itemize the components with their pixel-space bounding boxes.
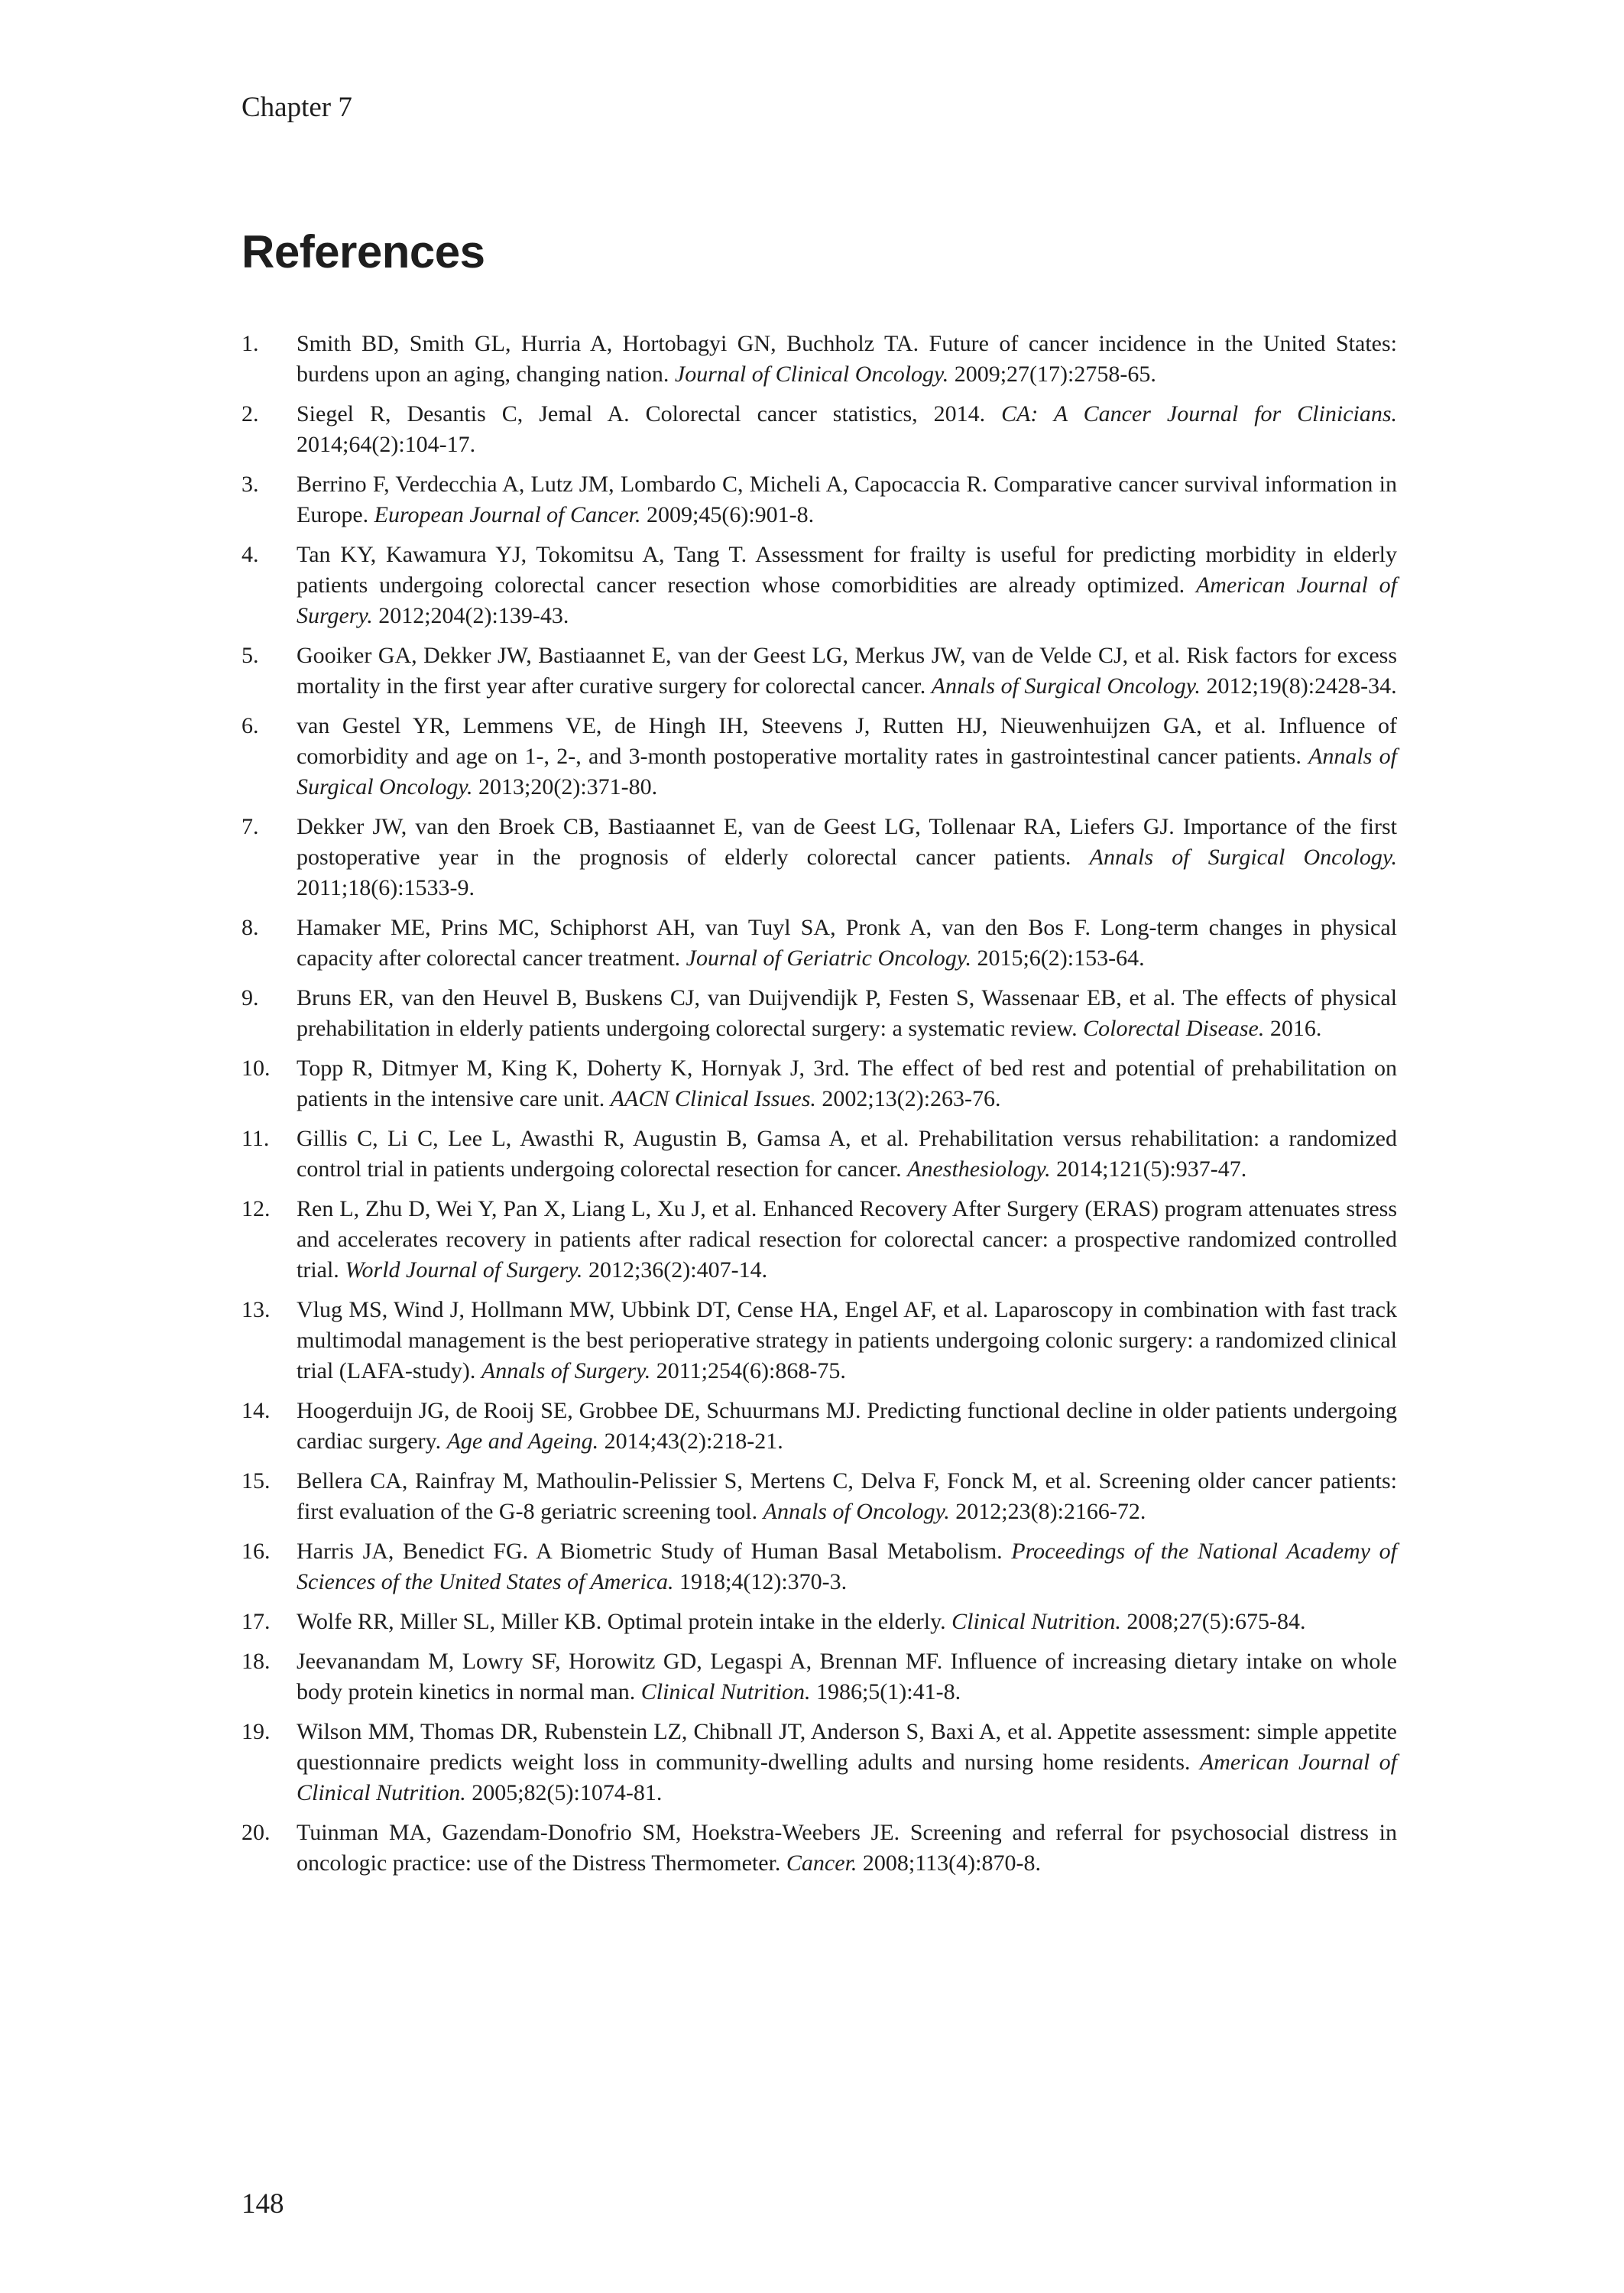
- reference-item: [241, 1194, 1397, 1286]
- reference-number: 14.: [241, 1398, 271, 1423]
- reference-item: [241, 329, 1397, 390]
- reference-number: 2.: [241, 401, 259, 426]
- reference-citation: 2011;18(6):1533-9.: [297, 875, 475, 900]
- reference-number: 15.: [241, 1468, 271, 1494]
- reference-item: [241, 1396, 1397, 1457]
- reference-journal: Proceedings of the National Academy of Sciences of the United States of America.: [297, 1539, 1397, 1594]
- reference-number: 16.: [241, 1539, 271, 1564]
- reference-authors-title: Berrino F, Verdecchia A, Lutz JM, Lombardo C, Micheli A, Capocaccia R. Comparative cancer survival information in Europe.: [297, 472, 1397, 527]
- reference-journal: Colorectal Disease.: [1083, 1016, 1265, 1041]
- reference-journal: Age and Ageing.: [446, 1429, 599, 1454]
- reference-text: [297, 329, 1397, 390]
- reference-journal: CA: A Cancer Journal for Clinicians.: [1001, 401, 1398, 426]
- reference-item: [241, 469, 1397, 530]
- reference-text: [297, 1194, 1397, 1286]
- reference-citation: 1986;5(1):41-8.: [815, 1679, 961, 1704]
- reference-number: 18.: [241, 1649, 271, 1674]
- reference-text: [297, 540, 1397, 631]
- reference-item: [241, 1053, 1397, 1114]
- reference-item: [241, 1536, 1397, 1597]
- reference-item: [241, 641, 1397, 702]
- reference-number: 5.: [241, 643, 259, 668]
- reference-number: 9.: [241, 985, 259, 1010]
- reference-text: [297, 1818, 1397, 1879]
- reference-item: [241, 540, 1397, 631]
- reference-number: 20.: [241, 1820, 271, 1845]
- reference-number: 10.: [241, 1056, 271, 1081]
- reference-journal: Anesthesiology.: [907, 1156, 1051, 1182]
- reference-citation: 2013;20(2):371-80.: [478, 774, 658, 799]
- reference-text: [297, 641, 1397, 702]
- reference-number: 8.: [241, 915, 259, 940]
- reference-citation: 1918;4(12):370-3.: [679, 1569, 848, 1594]
- reference-authors-title: Tuinman MA, Gazendam-Donofrio SM, Hoekstra-Weebers JE. Screening and referral for psychosocial distress in oncologic practice: use of the Distress Thermometer.: [297, 1820, 1397, 1876]
- reference-item: [241, 1295, 1397, 1387]
- reference-text: [297, 1717, 1397, 1808]
- reference-citation: 2014;64(2):104-17.: [297, 432, 476, 457]
- reference-journal: Clinical Nutrition.: [951, 1609, 1121, 1634]
- reference-text: [297, 812, 1397, 903]
- reference-number: 13.: [241, 1297, 271, 1322]
- reference-text: [297, 1295, 1397, 1387]
- reference-journal: American Journal of Clinical Nutrition.: [297, 1750, 1398, 1805]
- reference-item: [241, 983, 1397, 1044]
- reference-item: [241, 711, 1397, 803]
- reference-item: [241, 1466, 1397, 1527]
- reference-citation: 2014;121(5):937-47.: [1056, 1156, 1247, 1182]
- reference-citation: 2014;43(2):218-21.: [604, 1429, 783, 1454]
- reference-journal: Journal of Clinical Oncology.: [674, 362, 949, 387]
- reference-journal: AACN Clinical Issues.: [610, 1086, 816, 1111]
- reference-citation: 2012;23(8):2166-72.: [955, 1499, 1146, 1524]
- reference-authors-title: Vlug MS, Wind J, Hollmann MW, Ubbink DT, Cense HA, Engel AF, et al. Laparoscopy in combination with fast track multimodal management is the best perioperative strategy in patients undergoing colonic surgery: a randomized clinical trial (LAFA-study).: [297, 1297, 1397, 1383]
- reference-text: [297, 1396, 1397, 1457]
- reference-citation: 2009;45(6):901-8.: [647, 502, 815, 527]
- reference-item: [241, 1124, 1397, 1185]
- reference-journal: Annals of Surgical Oncology.: [1089, 845, 1397, 870]
- reference-text: [297, 1466, 1397, 1527]
- reference-number: 1.: [241, 331, 259, 356]
- reference-text: [297, 1053, 1397, 1114]
- reference-text: [297, 469, 1397, 530]
- reference-number: 17.: [241, 1609, 271, 1634]
- reference-journal: World Journal of Surgery.: [345, 1257, 583, 1283]
- reference-citation: 2012;36(2):407-14.: [588, 1257, 768, 1283]
- reference-citation: 2011;254(6):868-75.: [656, 1358, 846, 1383]
- reference-authors-title: Jeevanandam M, Lowry SF, Horowitz GD, Legaspi A, Brennan MF. Influence of increasing dietary intake on whole body protein kinetics in normal man.: [297, 1649, 1397, 1704]
- reference-authors-title: Bruns ER, van den Heuvel B, Buskens CJ, van Duijvendijk P, Festen S, Wassenaar EB, et al. The effects of physical prehabilitation in elderly patients undergoing colorectal surgery: a systematic review.: [297, 985, 1397, 1041]
- reference-item: [241, 1646, 1397, 1708]
- reference-authors-title: Wilson MM, Thomas DR, Rubenstein LZ, Chibnall JT, Anderson S, Baxi A, et al. Appetite assessment: simple appetite questionnaire predicts weight loss in community-dwelling adults and nursing home residents.: [297, 1719, 1397, 1775]
- reference-citation: 2016.: [1269, 1016, 1322, 1041]
- reference-number: 7.: [241, 814, 259, 839]
- reference-number: 19.: [241, 1719, 271, 1744]
- reference-authors-title: Topp R, Ditmyer M, King K, Doherty K, Hornyak J, 3rd. The effect of bed rest and potential of prehabilitation on patients in the intensive care unit.: [297, 1056, 1397, 1111]
- reference-authors-title: Wolfe RR, Miller SL, Miller KB. Optimal protein intake in the elderly.: [297, 1609, 946, 1634]
- reference-item: [241, 812, 1397, 903]
- reference-text: [297, 1536, 1397, 1597]
- reference-citation: 2008;27(5):675-84.: [1126, 1609, 1306, 1634]
- reference-item: [241, 1607, 1397, 1637]
- reference-authors-title: Dekker JW, van den Broek CB, Bastiaannet E, van de Geest LG, Tollenaar RA, Liefers GJ. Importance of the first postoperative year in the prognosis of elderly colorectal cancer patients.: [297, 814, 1397, 870]
- reference-journal: Cancer.: [786, 1850, 857, 1876]
- reference-authors-title: Harris JA, Benedict FG. A Biometric Study of Human Basal Metabolism.: [297, 1539, 1003, 1564]
- reference-journal: Journal of Geriatric Oncology.: [686, 945, 971, 971]
- reference-journal: European Journal of Cancer.: [374, 502, 641, 527]
- reference-authors-title: Gillis C, Li C, Lee L, Awasthi R, Augustin B, Gamsa A, et al. Prehabilitation versus rehabilitation: a randomized control trial in patients undergoing colorectal resection for cancer.: [297, 1126, 1397, 1182]
- reference-journal: Annals of Oncology.: [763, 1499, 950, 1524]
- reference-journal: Annals of Surgical Oncology.: [297, 744, 1398, 799]
- reference-item: [241, 913, 1397, 974]
- reference-number: 6.: [241, 713, 259, 738]
- reference-text: [297, 1124, 1397, 1185]
- reference-authors-title: Tan KY, Kawamura YJ, Tokomitsu A, Tang T. Assessment for frailty is useful for predicting morbidity in elderly patients undergoing colorectal cancer resection whose comorbidities are already optimized.: [297, 542, 1397, 598]
- reference-text: [297, 711, 1397, 803]
- reference-text: [297, 1607, 1397, 1637]
- reference-item: [241, 399, 1397, 460]
- reference-authors-title: Hoogerduijn JG, de Rooij SE, Grobbee DE, Schuurmans MJ. Predicting functional decline in older patients undergoing cardiac surgery.: [297, 1398, 1397, 1454]
- reference-number: 12.: [241, 1196, 271, 1221]
- reference-text: [297, 983, 1397, 1044]
- reference-number: 4.: [241, 542, 259, 567]
- reference-text: [297, 399, 1397, 460]
- reference-citation: 2012;204(2):139-43.: [378, 603, 569, 628]
- reference-journal: American Journal of Surgery.: [297, 572, 1397, 628]
- reference-authors-title: Siegel R, Desantis C, Jemal A. Colorectal cancer statistics, 2014.: [297, 401, 986, 426]
- page-number: 148: [241, 2188, 284, 2220]
- page-title: References: [241, 226, 485, 277]
- reference-authors-title: Hamaker ME, Prins MC, Schiphorst AH, van Tuyl SA, Pronk A, van den Bos F. Long-term changes in physical capacity after colorectal cancer treatment.: [297, 915, 1397, 971]
- reference-authors-title: van Gestel YR, Lemmens VE, de Hingh IH, Steevens J, Rutten HJ, Nieuwenhuijzen GA, et al. Influence of comorbidity and age on 1-, 2-, and 3-month postoperative mortality rates in gastrointestinal cancer patients.: [297, 713, 1397, 769]
- reference-authors-title: Smith BD, Smith GL, Hurria A, Hortobagyi GN, Buchholz TA. Future of cancer incidence in the United States: burdens upon an aging, changing nation.: [297, 331, 1397, 387]
- reference-journal: Annals of Surgical Oncology.: [931, 673, 1201, 699]
- reference-item: [241, 1818, 1397, 1879]
- reference-authors-title: Ren L, Zhu D, Wei Y, Pan X, Liang L, Xu J, et al. Enhanced Recovery After Surgery (ERAS) program attenuates stress and accelerates recovery in patients after radical resection for colorectal cancer: a prospective randomized controlled trial.: [297, 1196, 1397, 1283]
- reference-citation: 2012;19(8):2428-34.: [1206, 673, 1397, 699]
- reference-number: 11.: [241, 1126, 270, 1151]
- reference-citation: 2002;13(2):263-76.: [822, 1086, 1001, 1111]
- reference-list: [241, 329, 1397, 1888]
- reference-journal: Clinical Nutrition.: [640, 1679, 811, 1704]
- reference-authors-title: Bellera CA, Rainfray M, Mathoulin-Pelissier S, Mertens C, Delva F, Fonck M, et al. Screening older cancer patients: first evaluation of the G-8 geriatric screening tool.: [297, 1468, 1397, 1524]
- reference-journal: Annals of Surgery.: [481, 1358, 651, 1383]
- reference-citation: 2008;113(4):870-8.: [862, 1850, 1041, 1876]
- reference-text: [297, 1646, 1397, 1708]
- chapter-header: Chapter 7: [241, 92, 352, 123]
- reference-citation: 2009;27(17):2758-65.: [954, 362, 1156, 387]
- reference-number: 3.: [241, 472, 259, 497]
- reference-authors-title: Gooiker GA, Dekker JW, Bastiaannet E, van der Geest LG, Merkus JW, van de Velde CJ, et al. Risk factors for excess mortality in the first year after curative surgery for colorectal cancer.: [297, 643, 1397, 699]
- reference-text: [297, 913, 1397, 974]
- reference-citation: 2015;6(2):153-64.: [977, 945, 1145, 971]
- reference-citation: 2005;82(5):1074-81.: [472, 1780, 663, 1805]
- reference-item: [241, 1717, 1397, 1808]
